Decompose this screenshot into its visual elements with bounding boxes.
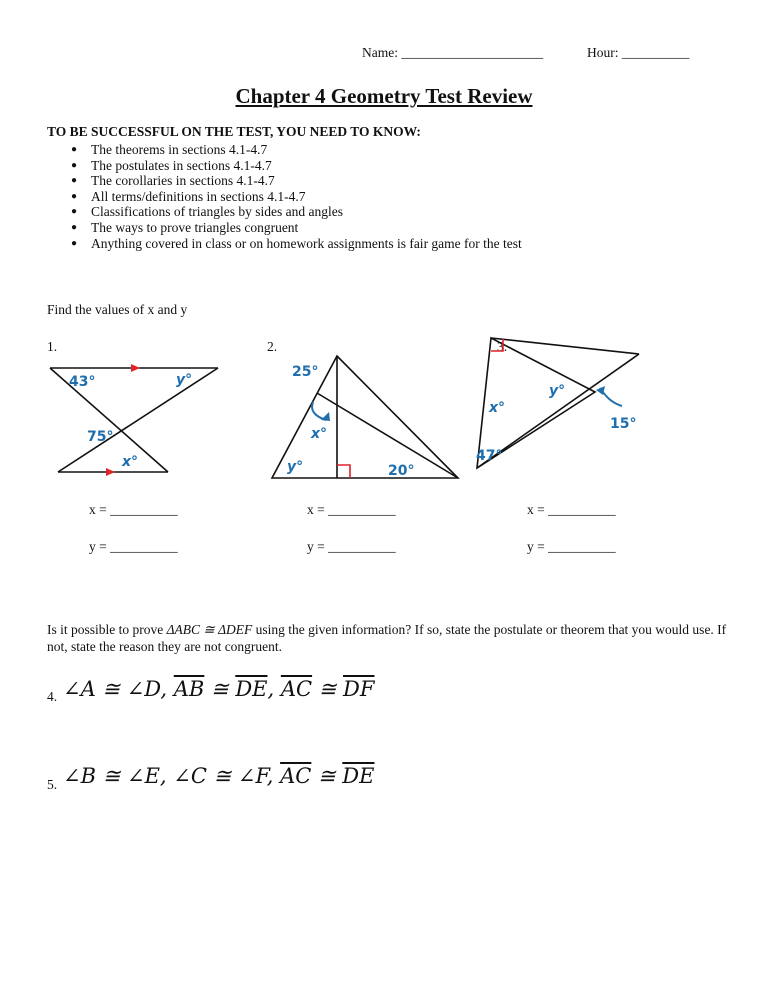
list-item: ● Classifications of triangles by sides and angles — [71, 204, 343, 220]
angle-label: x° — [122, 454, 139, 470]
angle-label: 43° — [69, 374, 96, 390]
list-item: ● Anything covered in class or on homework assignments is fair game for the test — [71, 235, 522, 251]
list-item: ● All terms/definitions in sections 4.1-4.7 — [71, 188, 306, 204]
question-5-number: 5. — [47, 777, 58, 792]
problem-3-y-answer[interactable]: y = __________ — [527, 539, 616, 554]
angle-label: x° — [311, 426, 328, 442]
bullet-icon: ● — [71, 237, 78, 249]
parallel-arrow-icon — [131, 364, 140, 372]
angle-label: y° — [549, 383, 566, 399]
problem-3-x-answer[interactable]: x = __________ — [527, 502, 616, 517]
problem-2-x-answer[interactable]: x = __________ — [307, 502, 396, 517]
angle-label: 15° — [610, 416, 637, 432]
problem-2-number: 2. — [267, 339, 278, 354]
problem-1-y-answer[interactable]: y = __________ — [89, 539, 178, 554]
angle-label: y° — [176, 372, 193, 388]
page-title: Chapter 4 Geometry Test Review — [235, 84, 533, 108]
angle-label: x° — [489, 400, 506, 416]
problem-3-figure — [470, 333, 670, 478]
parallel-arrow-icon — [106, 468, 115, 476]
bullet-icon: ● — [71, 206, 78, 218]
problem-2-y-answer[interactable]: y = __________ — [307, 539, 396, 554]
angle-label: y° — [287, 459, 304, 475]
bullet-icon: ● — [71, 221, 78, 233]
question-4-number: 4. — [47, 689, 58, 704]
problem-1-x-answer[interactable]: x = __________ — [89, 502, 178, 517]
angle-label: 25° — [292, 364, 319, 380]
bullet-icon: ● — [71, 159, 78, 171]
problem-2-figure — [270, 354, 462, 482]
find-instruction: Find the values of x and y — [47, 302, 188, 317]
bullet-icon: ● — [71, 144, 78, 155]
angle-label: 20° — [388, 463, 415, 479]
question-4-given: ∠A ≅ ∠D, $\overline{AB}$ ≅ $\overline{DE}$, $\overline{AC}$ ≅ $\overline{DF}$ — [63, 677, 375, 701]
name-field-label: Name: _____________________ — [362, 45, 544, 60]
list-item: ● The ways to prove triangles congruent — [71, 219, 299, 235]
list-item: ● The theorems in sections 4.1-4.7 — [71, 142, 268, 157]
angle-label: 75° — [87, 429, 114, 445]
angle-label: 47° — [476, 448, 503, 464]
list-item: ● The corollaries in sections 4.1-4.7 — [71, 173, 275, 189]
hour-field-label: Hour: __________ — [587, 45, 690, 60]
congruence-instruction: Is it possible to prove ΔABC ≅ ΔDEF using the given information? If so, state the postulate or theorem that you would use. If not, state the reason they are not congruent. — [47, 622, 727, 654]
problem-3-number: 3. — [497, 339, 508, 354]
bullet-icon: ● — [71, 190, 78, 202]
question-5-given: ∠B ≅ ∠E, ∠C ≅ ∠F, $\overline{AC}$ ≅ $\overline{DE}$ — [63, 764, 375, 788]
problem-1-figure — [45, 362, 225, 477]
know-heading: TO BE SUCCESSFUL ON THE TEST, YOU NEED TO KNOW: — [47, 124, 421, 139]
right-angle-marker — [337, 465, 350, 478]
bullet-icon: ● — [71, 175, 78, 187]
know-list — [47, 142, 522, 251]
problem-1-number: 1. — [47, 339, 58, 354]
list-item: ● The postulates in sections 4.1-4.7 — [71, 157, 272, 173]
